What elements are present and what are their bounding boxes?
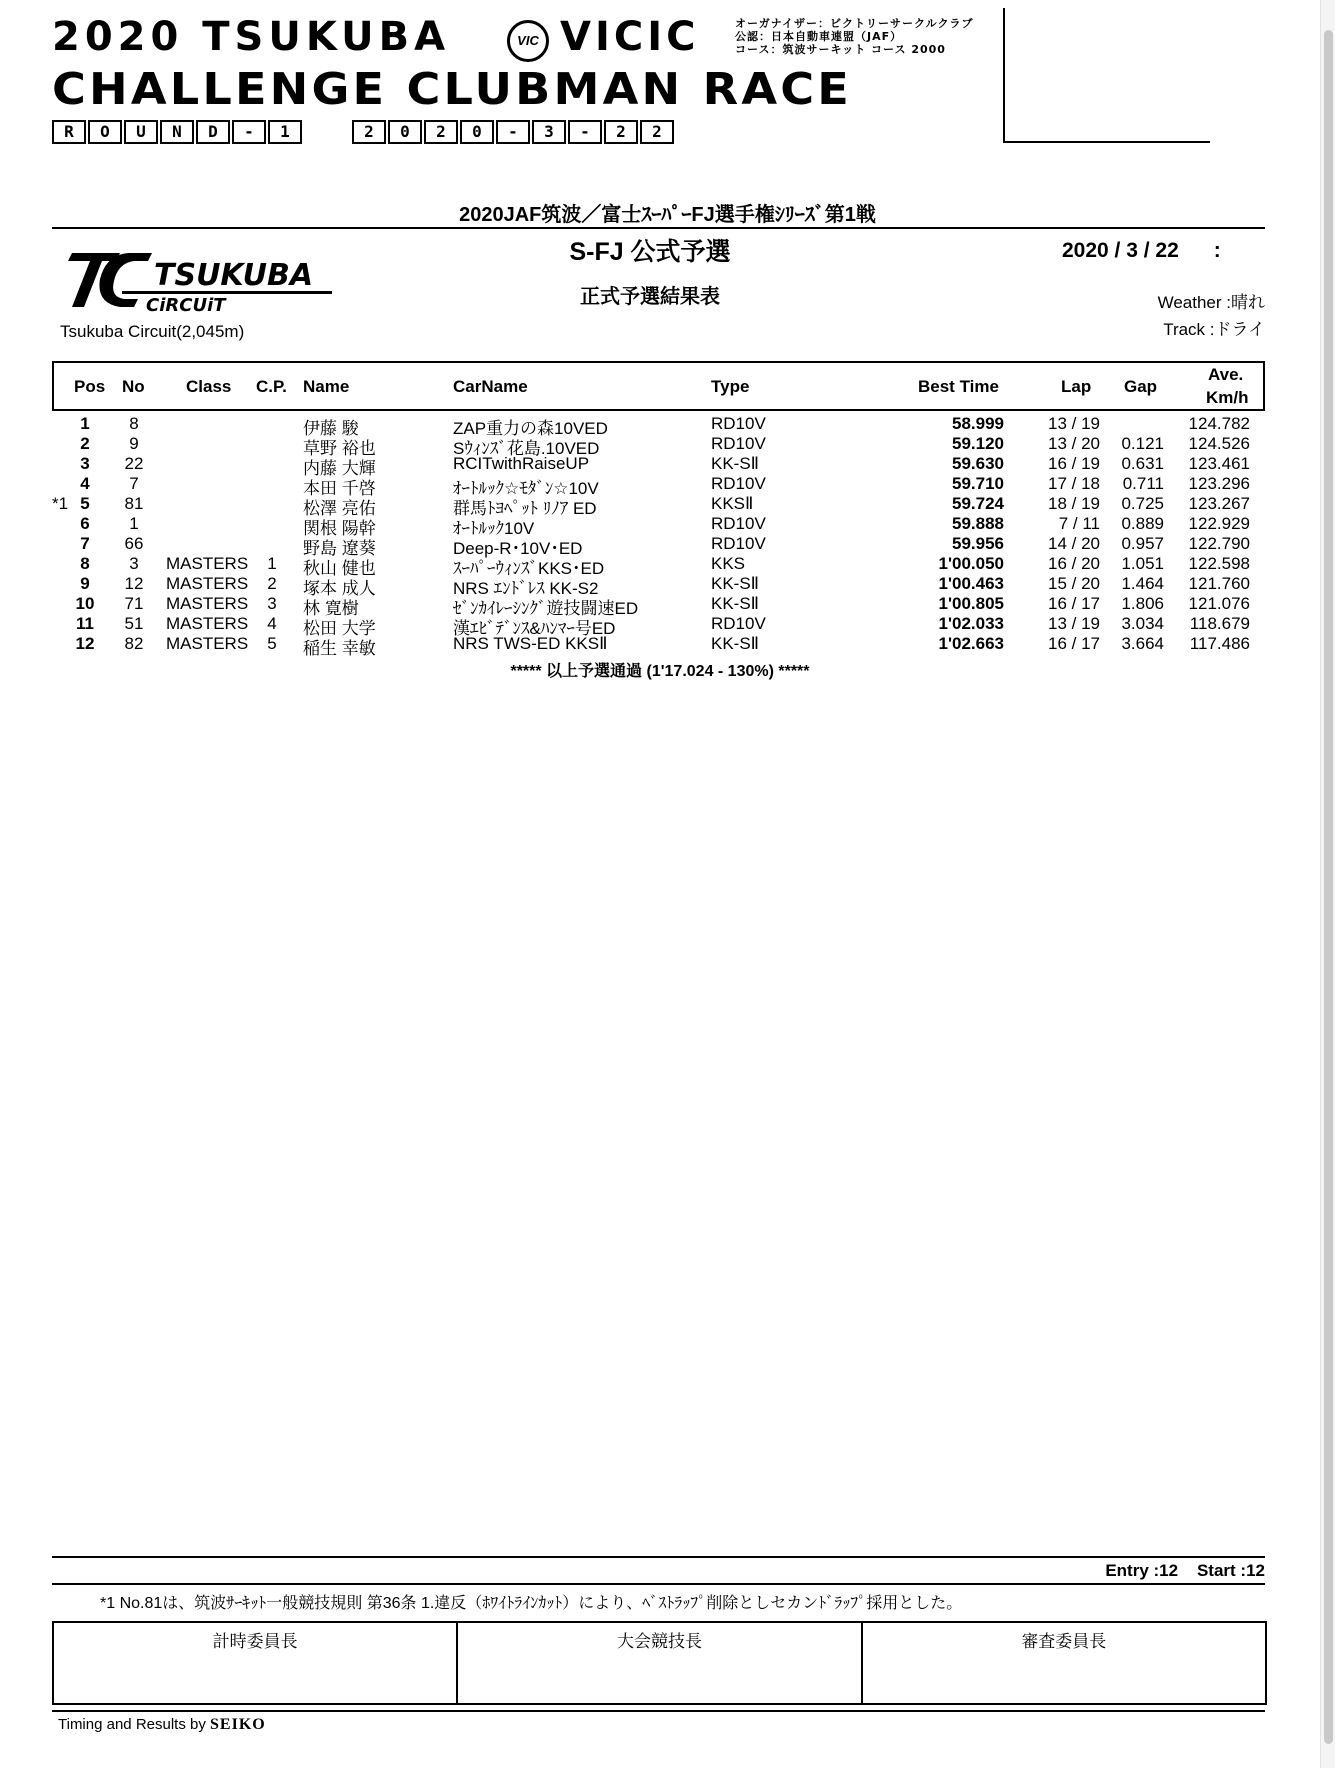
cell-lap: 13 / 20 [1048,434,1100,453]
col-header-class: Class [186,377,232,396]
strip-char: 2 [604,120,638,144]
vic-emblem-icon: VIC [507,20,549,62]
divider [52,227,1265,229]
cell-pos: 9 [80,574,90,593]
cell-no: 81 [124,494,144,513]
seiko-logo: SEIKO [210,1716,266,1733]
cell-class: MASTERS [166,574,249,593]
timing-prefix: Timing and Results by [58,1716,206,1733]
cell-type: KK-SⅡ [711,634,760,653]
cell-no: 66 [124,534,144,553]
cell-no: 3 [129,554,139,573]
cell-pos: 1 [80,414,90,433]
col-header-cp: C.P. [256,377,287,396]
divider [52,1556,1265,1558]
cell-car-name: Sｳｨﾝｽﾞ花島.10VED [453,439,600,458]
logo-main-text: TSUKUBA [154,258,314,293]
signature-timing-chief: 計時委員長 [54,1623,458,1703]
strip-char: D [196,120,230,144]
cell-type: KKSⅡ [711,494,754,513]
cell-no: 22 [124,454,144,473]
cell-pos: 12 [75,634,95,653]
cell-lap: 15 / 20 [1048,574,1100,593]
cell-best-time: 59.710 [952,474,1004,493]
cell-speed: 122.790 [1188,534,1250,553]
vertical-scrollbar[interactable] [1320,0,1335,1768]
cell-best-time: 1'02.663 [938,634,1004,653]
cell-pos: 3 [80,454,90,473]
strip-char: 2 [640,120,674,144]
cell-driver-name: 伊藤 駿 [303,419,359,438]
cell-gap: 0.889 [1121,514,1164,533]
series-title: 2020JAF筑波／富士ｽｰﾊﾟｰFJ選手権ｼﾘｰｽﾞ第1戦 [459,204,876,226]
organizer-info [735,17,973,56]
strip-char: - [232,120,266,144]
strip-char: - [496,120,530,144]
strip-char: O [88,120,122,144]
cell-no: 1 [129,514,139,533]
cell-class: MASTERS [166,634,249,653]
banner-vicic: VICIC [560,14,700,60]
cell-driver-name: 内藤 大輝 [303,459,376,478]
strip-char: 1 [268,120,302,144]
cell-best-time: 1'02.033 [938,614,1004,633]
col-header-no: No [122,377,145,396]
cell-cp: 1 [267,554,277,573]
cell-speed: 118.679 [1189,614,1250,633]
cell-pos: 10 [75,594,95,613]
strip-char: N [160,120,194,144]
cell-lap: 18 / 19 [1048,494,1100,513]
cell-driver-name: 秋山 健也 [303,559,376,578]
stamp-box [1003,8,1210,143]
cell-car-name: Deep-R･10V･ED [453,539,583,558]
cell-pos: 7 [80,534,90,553]
cell-lap: 16 / 20 [1048,554,1100,573]
divider [52,1583,1265,1585]
cell-best-time: 59.120 [952,434,1004,453]
strip-char: 0 [460,120,494,144]
cell-driver-name: 松澤 亮佑 [303,499,376,518]
cell-car-name: NRS TWS-ED KKSⅡ [453,634,608,653]
cell-no: 7 [129,474,139,493]
cell-type: RD10V [711,514,766,533]
cell-pos: 5 [80,494,90,513]
cell-gap: 0.725 [1121,494,1164,513]
strip-char: 2 [352,120,386,144]
cell-lap: 14 / 20 [1048,534,1100,553]
cell-car-name: ｽｰﾊﾟｰｳｨﾝｽﾞKKS･ED [453,559,605,578]
cell-no: 12 [124,574,144,593]
cell-class: MASTERS [166,594,249,613]
table-row [0,494,1335,518]
table-row [0,414,1335,438]
banner-title-text: 2020 TSUKUBA [52,14,451,60]
cell-gap: 0.121 [1121,434,1164,453]
cell-speed: 123.267 [1188,494,1250,513]
cell-speed: 117.486 [1189,634,1250,653]
table-row [0,534,1335,558]
table-row [0,514,1335,538]
cell-pos: 8 [80,554,90,573]
cell-class: MASTERS [166,554,249,573]
cell-speed: 124.526 [1188,434,1250,453]
cell-best-time: 59.888 [952,514,1004,533]
cell-speed: 123.296 [1188,474,1250,493]
strip-char: U [124,120,158,144]
cell-speed: 121.076 [1188,594,1250,613]
cell-gap: 1.806 [1121,594,1164,613]
col-header-gap: Gap [1124,377,1158,396]
cell-best-time: 1'00.805 [938,594,1004,613]
circuit-name: Tsukuba Circuit(2,045m) [60,322,245,341]
cell-speed: 121.760 [1188,574,1250,593]
weather-condition: Weather :晴れ [1157,293,1265,312]
cell-no: 8 [129,414,139,433]
cell-car-name: ZAP重力の森10VED [453,419,608,438]
session-subtitle: 正式予選結果表 [580,286,720,308]
cell-gap: 1.051 [1121,554,1164,573]
cell-pos: 4 [80,474,90,493]
cell-driver-name: 塚本 成人 [303,579,376,598]
timing-credit [58,1716,266,1734]
cell-pos: 6 [80,514,90,533]
cell-driver-name: 野島 遼葵 [303,539,376,558]
col-header-type: Type [711,377,750,396]
cell-car-name: 群馬ﾄﾖﾍﾟｯﾄ ﾘﾉｱ ED [453,499,597,518]
cell-mark: *1 [52,494,69,513]
table-row [0,574,1335,598]
cell-gap: 0.711 [1122,474,1164,493]
cell-lap: 16 / 19 [1048,454,1100,473]
table-row [0,614,1335,638]
cell-lap: 13 / 19 [1048,614,1100,633]
strip-char: 2 [424,120,458,144]
strip-char: 3 [532,120,566,144]
event-banner-line2: CHALLENGE CLUBMAN RACE [52,64,853,115]
cell-speed: 124.782 [1188,414,1250,433]
cell-lap: 16 / 17 [1048,634,1100,653]
cell-best-time: 59.724 [952,494,1004,513]
strip-char: 0 [388,120,422,144]
col-header-lap: Lap [1061,377,1092,396]
cell-best-time: 58.999 [952,414,1004,433]
table-row [0,634,1335,658]
table-row [0,454,1335,478]
signature-box [52,1621,1267,1705]
penalty-footnote: *1 No.81は、筑波ｻｰｷｯﾄ一般競技規則 第36条 1.違反（ﾎﾜｲﾄﾗｲﾝｶｯﾄ）により、ﾍﾞｽﾄﾗｯﾌﾟ削除としセカンﾄﾞﾗｯﾌﾟ採用とした。 [100,1595,963,1612]
entry-start-count: Entry :12 Start :12 [1105,1561,1265,1580]
cell-no: 71 [124,594,144,613]
col-header-ave: Ave. [1208,365,1244,384]
cell-best-time: 59.956 [952,534,1004,553]
col-header-kmh: Km/h [1206,388,1249,407]
cell-lap: 17 / 18 [1048,474,1100,493]
cell-type: RD10V [711,474,766,493]
cell-type: RD10V [711,434,766,453]
cell-car-name: RCITwithRaiseUP [453,454,590,473]
cell-driver-name: 林 寛樹 [303,599,359,618]
organizer-line: オーガナイザー：ビクトリーサークルクラブ [735,17,974,30]
cell-driver-name: 本田 千啓 [303,479,376,498]
cell-speed: 123.461 [1188,454,1250,473]
cell-cp: 4 [267,614,277,633]
cell-lap: 13 / 19 [1048,414,1100,433]
cell-type: RD10V [711,614,766,633]
cell-type: KK-SⅡ [711,454,760,473]
session-title: S-FJ 公式予選 [569,238,731,266]
cell-type: KK-SⅡ [711,594,760,613]
cell-driver-name: 関根 陽幹 [303,519,376,538]
cell-car-name: 漢ｴﾋﾞﾃﾞﾝｽ&ﾊﾝﾏｰ号ED [453,619,616,638]
approval-line: 公認：日本自動車連盟（JAF） [735,30,903,43]
track-condition: Track :ドライ [1163,320,1265,339]
cell-driver-name: 草野 裕也 [303,439,376,458]
strip-char: - [568,120,602,144]
event-banner-line1 [52,14,450,60]
cell-type: RD10V [711,534,766,553]
cell-car-name: ｵｰﾄﾙｯｸ10V [453,519,535,538]
col-header-best-time: Best Time [918,377,999,396]
cell-cp: 3 [267,594,277,613]
scrollbar-thumb[interactable] [1324,30,1333,1744]
cell-class: MASTERS [166,614,249,633]
cell-driver-name: 稲生 幸敏 [303,639,376,658]
course-line: コース：筑波サーキット コース 2000 [735,43,946,56]
cell-gap: 3.664 [1121,634,1164,653]
col-header-carname: CarName [453,377,528,396]
divider [52,1710,1265,1712]
cell-lap: 16 / 17 [1048,594,1100,613]
strip-char: R [52,120,86,144]
table-row [0,434,1335,458]
cell-best-time: 1'00.463 [938,574,1004,593]
cell-cp: 2 [267,574,277,593]
cell-type: KKS [711,554,746,573]
cell-car-name: ｵｰﾄﾙｯｸ☆ﾓﾀﾞﾝ☆10V [453,479,599,498]
cell-type: RD10V [711,414,766,433]
cell-speed: 122.929 [1188,514,1250,533]
cell-gap: 1.464 [1121,574,1164,593]
cell-pos: 11 [76,614,94,633]
cell-car-name: ｾﾞﾝｶｲﾚｰｼﾝｸﾞ遊技闘速ED [453,599,639,618]
cell-best-time: 59.630 [952,454,1004,473]
cell-lap: 7 / 11 [1058,514,1100,533]
cell-speed: 122.598 [1188,554,1250,573]
logo-sub-text: CiRCUiT [146,295,226,313]
cell-best-time: 1'00.050 [938,554,1004,573]
qualifying-pass-note: ***** 以上予選通過 (1'17.024 - 130%) ***** [510,663,810,680]
cell-gap: 3.034 [1121,614,1164,633]
round-strip [52,120,304,144]
table-row [0,594,1335,618]
table-row [0,474,1335,498]
cell-no: 82 [124,634,144,653]
cell-gap: 0.631 [1121,454,1164,473]
signature-steward: 審査委員長 [1021,1632,1107,1651]
cell-car-name: NRS ｴﾝﾄﾞﾚｽ KK-S2 [453,579,599,598]
col-header-name: Name [303,377,350,396]
cell-type: KK-SⅡ [711,574,760,593]
cell-cp: 5 [267,634,277,653]
cell-pos: 2 [80,434,90,453]
cell-driver-name: 松田 大学 [303,619,376,638]
signature-clerk-of-course: 大会競技長 [458,1623,862,1703]
cell-gap: 0.957 [1121,534,1164,553]
date-strip [352,120,676,144]
session-date: 2020 / 3 / 22 : [1062,239,1221,262]
table-row [0,554,1335,578]
cell-no: 9 [129,434,139,453]
cell-no: 51 [124,614,144,633]
col-header-pos: Pos [74,377,106,396]
